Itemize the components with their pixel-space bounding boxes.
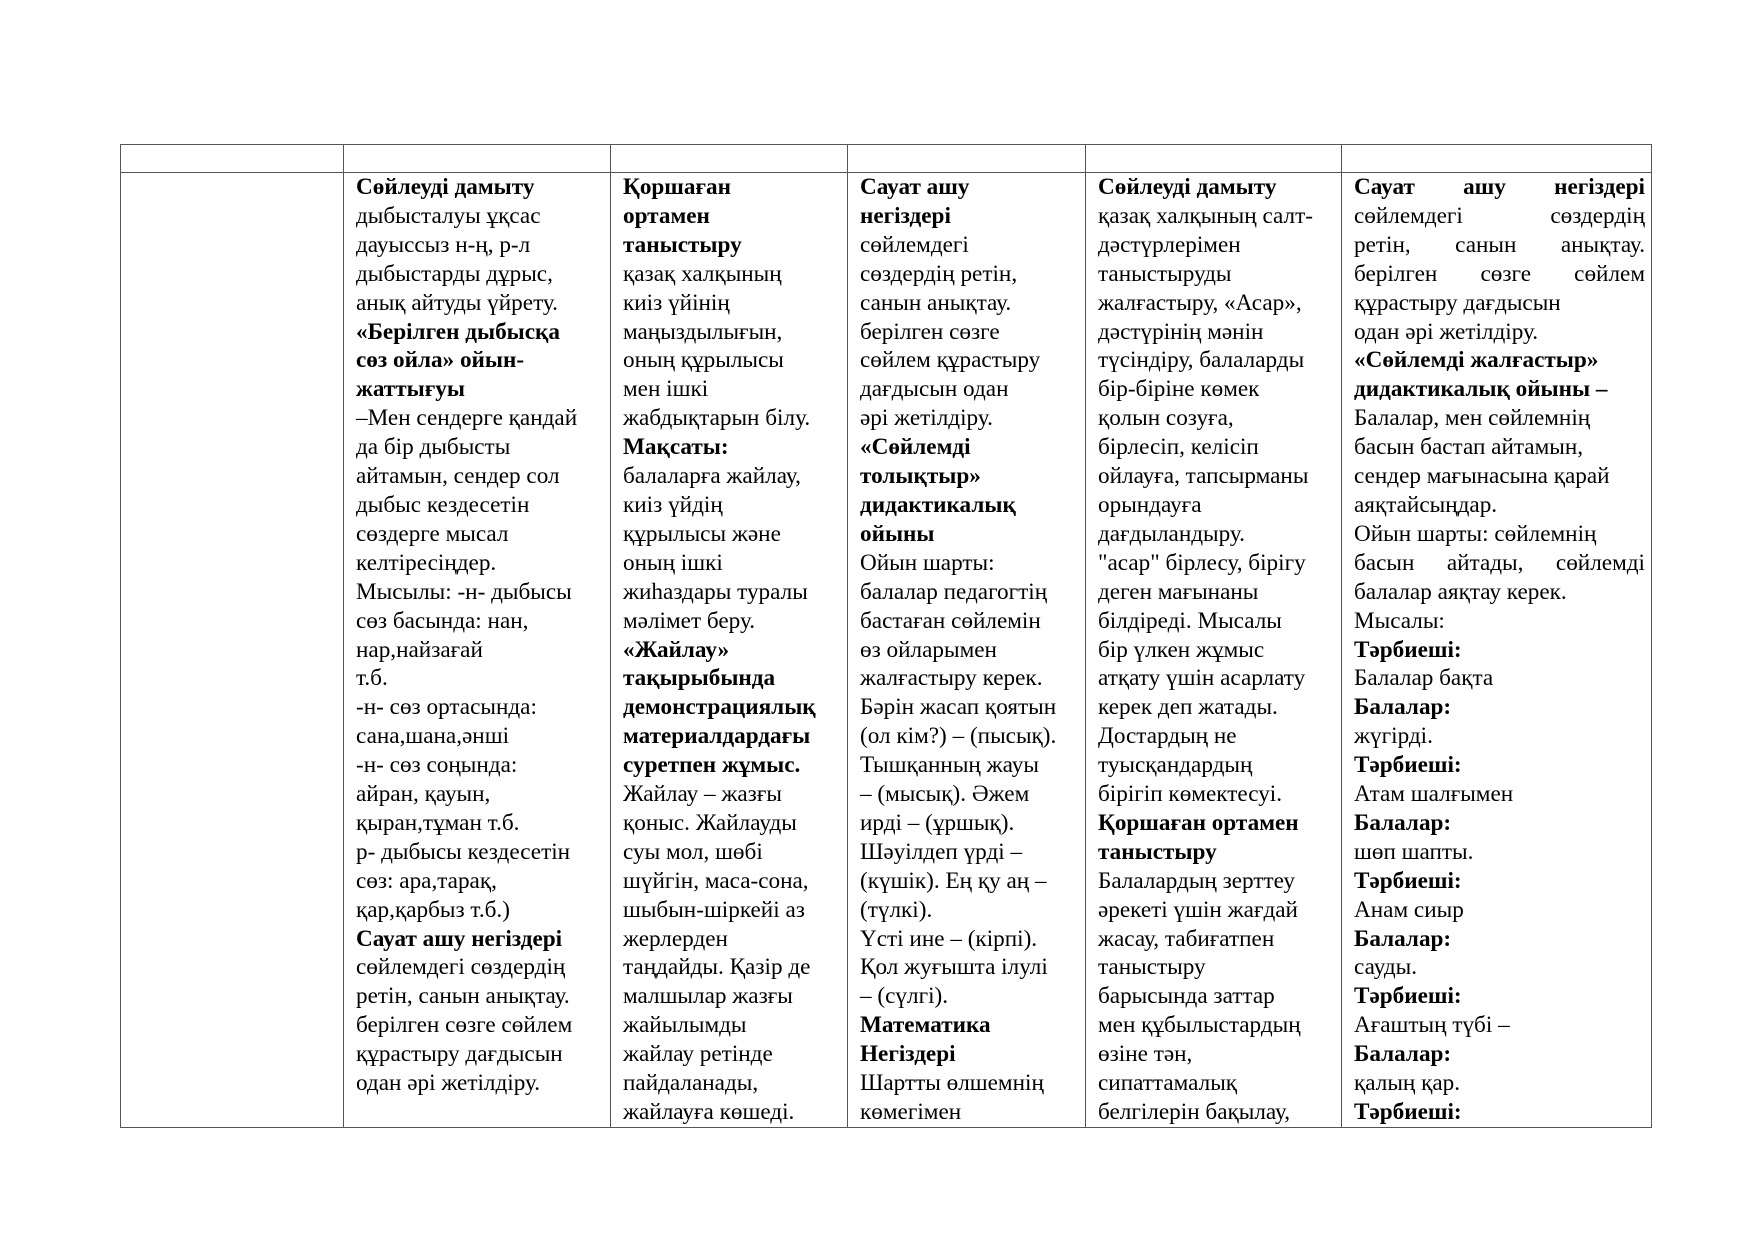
cell-text-line: Қоршаған [623, 174, 731, 200]
cell-text-line: жиһаздары туралы [623, 578, 808, 605]
cell-text-line: одан әрі жетілдіру. [356, 1070, 541, 1097]
cell-text-line: Балалар: [1354, 694, 1452, 721]
cell-text-line: басын айтады, сөйлемді [1354, 549, 1645, 576]
cell-text-line: демонстрациялық [623, 694, 816, 721]
cell-text-line: дағдыландыру. [1098, 520, 1245, 547]
cell-text-line: –Мен сендерге қандай [356, 405, 578, 432]
cell-text-line: "асар" бірлесу, бірігу [1098, 549, 1306, 576]
cell-text-line: ойыны [860, 520, 935, 547]
cell-text-line: Балалардың зерттеу [1098, 867, 1295, 894]
cell-text-line: дидактикалық ойыны – [1354, 376, 1608, 403]
cell-text-line: Тәрбиеші: [1354, 752, 1462, 779]
cell-text-line: таныстыру [1098, 954, 1206, 981]
cell-text-line: – (сүлгі). [860, 983, 949, 1010]
cell-text-line: Тәрбиеші: [1354, 1099, 1462, 1125]
cell-text-line: Математика [860, 1012, 991, 1039]
cell-text-line: – (мысық). Әжем [860, 781, 1030, 808]
cell-text-line: да бір дыбысты [356, 434, 511, 461]
cell-text-line: жүгірді. [1354, 723, 1433, 750]
cell-text-line: сөз басында: нан, [356, 607, 529, 634]
cell-text-line: сана,шана,әнші [356, 723, 510, 750]
cell-text-line: Жайлау – жазғы [623, 781, 782, 808]
cell-text-line: айран, қауын, [356, 781, 491, 808]
cell-text-line: бір-біріне көмек [1098, 376, 1260, 403]
cell-text-line: дыбыс кездесетін [356, 491, 530, 518]
cell-text-line: «Жайлау» [623, 636, 730, 663]
cell-text-line: құрылысы және [623, 520, 781, 547]
cell-text-line: киіз үйдің [623, 491, 723, 518]
cell-text-line: -н- сөз ортасында: [356, 694, 537, 721]
cell-text-line: түсіндіру, балаларды [1098, 347, 1305, 374]
cell-text-line: ортамен [623, 202, 710, 229]
column-day-label [121, 173, 344, 1128]
cell-text-line: қазақ халқының [623, 260, 782, 287]
cell-text-line: жайлау ретінде [623, 1041, 773, 1068]
cell-text-line: мен ішкі [623, 376, 709, 403]
cell-text-line: дидактикалық [860, 491, 1016, 518]
cell-text-line: мен құбылыстардың [1098, 1012, 1301, 1039]
cell-text-line: дыбысталуы ұқсас [356, 202, 541, 229]
cell-text-line: одан әрі жетілдіру. [1354, 318, 1539, 345]
cell-text-line: дағдысын одан [860, 376, 1009, 403]
cell-text-line: шыбын-шіркейі аз [623, 896, 805, 923]
cell-text-line: Сауат ашу негіздері [1354, 174, 1645, 200]
cell-text-line: құрастыру дағдысын [1354, 289, 1561, 316]
cell-text-line: суретпен жұмыс. [623, 752, 801, 779]
cell-text-line: берілген сөзге сөйлем [1354, 260, 1645, 287]
cell-text-line: бір үлкен жұмыс [1098, 636, 1265, 663]
cell-text-line: оның құрылысы [623, 347, 784, 374]
column-literacy-game [1342, 173, 1652, 1128]
cell-text-line: дәстүрлерімен [1098, 231, 1241, 258]
cell-text-line: киіз үйінің [623, 289, 730, 316]
cell-text-line: атқату үшін асарлату [1098, 665, 1306, 692]
cell-text-line: Мысылы: -н- дыбысы [356, 578, 572, 605]
cell-text-line: таныстыруды [1098, 260, 1232, 287]
cell-text-line: берілген сөзге [860, 318, 1000, 345]
cell-text-line: Балалар, мен сөйлемнің [1354, 405, 1591, 432]
cell-text-line: суы мол, шөбі [623, 838, 763, 865]
cell-text-line: жасау, табиғатпен [1098, 925, 1275, 952]
cell-text-line: деген мағынаны [1098, 578, 1259, 605]
header-cell [848, 145, 1086, 173]
plan-table [120, 144, 1652, 1128]
cell-text-line: ирді – (ұршық). [860, 809, 1015, 836]
column-literacy [848, 173, 1086, 1128]
cell-text-line: Тәрбиеші: [1354, 867, 1462, 894]
cell-text-line: Бәрін жасап қоятын [860, 694, 1057, 721]
cell-text-line: жайлауға көшеді. [623, 1099, 795, 1125]
cell-text-line: мәлімет беру. [623, 607, 756, 634]
cell-text-line: дыбыстарды дұрыс, [356, 260, 553, 287]
cell-text-line: берілген сөзге сөйлем [356, 1012, 573, 1039]
cell-text-line: Балалар: [1354, 1041, 1452, 1068]
cell-text-line: ретін, санын анықтау. [356, 983, 570, 1010]
cell-text-line: материалдардағы [623, 723, 811, 750]
cell-text-line: т.б. [356, 665, 388, 692]
cell-text-line: Қоршаған ортамен [1098, 809, 1299, 836]
cell-text-line: келтіресіңдер. [356, 549, 497, 576]
cell-text-line: таныстыру [1098, 838, 1217, 865]
cell-text-line: пайдаланады, [623, 1070, 759, 1097]
cell-text-line: «Сөйлемді [860, 434, 971, 461]
cell-text-line: Сөйлеуді дамыту [356, 174, 535, 200]
cell-text-line: сөз ойла» ойын- [356, 347, 525, 374]
cell-text-line: сөз: ара,тарақ, [356, 867, 497, 894]
cell-text-line: Қол жуғышта ілулі [860, 954, 1048, 981]
cell-text-line: шөп шапты. [1354, 838, 1474, 865]
cell-text-line: барысында заттар [1098, 983, 1275, 1010]
cell-text-line: бірлесіп, келісіп [1098, 434, 1259, 461]
cell-text-line: әрі жетілдіру. [860, 405, 993, 432]
cell-text-line: ойлауға, тапсырманы [1098, 463, 1309, 490]
cell-text-line: қыран,тұман т.б. [356, 809, 520, 836]
cell-text-line: Анам сиыр [1354, 896, 1464, 923]
cell-text-line: Сауат ашу негіздері [356, 925, 563, 952]
cell-text-line: Мысалы: [1354, 607, 1445, 634]
cell-text-line: туысқандардың [1098, 752, 1253, 779]
cell-text-line: қолын созуға, [1098, 405, 1234, 432]
cell-text-line: өзіне тән, [1098, 1041, 1193, 1068]
cell-text-line: қоныс. Жайлауды [623, 809, 797, 836]
cell-text-line: толықтыр» [860, 463, 981, 490]
cell-text-line: Балалар: [1354, 925, 1452, 952]
cell-text-line: балаларға жайлау, [623, 463, 801, 490]
header-cell [611, 145, 848, 173]
cell-text-line: жалғастыру керек. [860, 665, 1043, 692]
cell-text-line: басын бастап айтамын, [1354, 434, 1584, 461]
cell-text-line: «Берілген дыбысқа [356, 318, 561, 345]
cell-text-line: негіздері [860, 202, 951, 229]
cell-text-line: Тышқанның жауы [860, 752, 1039, 779]
cell-text-line: Атам шалғымен [1354, 781, 1514, 808]
cell-text-line: жабдықтарын білу. [623, 405, 811, 432]
cell-text-line: тақырыбында [623, 665, 776, 692]
cell-text-line: нар,найзағай [356, 636, 483, 663]
cell-text-line: таныстыру [623, 231, 742, 258]
cell-text-line: санын анықтау. [860, 289, 1012, 316]
cell-text-line: Тәрбиеші: [1354, 983, 1462, 1010]
cell-text-line: (ол кім?) – (пысық). [860, 723, 1057, 750]
table-row [121, 173, 1652, 1128]
cell-text-line: сөздерге мысал [356, 520, 509, 547]
cell-text-line: Балалар бақта [1354, 665, 1494, 692]
cell-text-line: балалар аяқтау керек. [1354, 578, 1567, 605]
header-cell [344, 145, 611, 173]
cell-text-line: (күшік). Ең қу аң – [860, 867, 1047, 894]
cell-text-line: жайылымды [623, 1012, 747, 1039]
column-environment [611, 173, 848, 1128]
cell-text-line: Негіздері [860, 1041, 956, 1068]
cell-text-line: Сауат ашу [860, 174, 970, 200]
header-cell [1342, 145, 1652, 173]
cell-text-line: Тәрбиеші: [1354, 636, 1462, 663]
cell-text-line: Сөйлеуді дамыту [1098, 174, 1277, 200]
cell-text-line: Ойын шарты: [860, 549, 995, 576]
cell-text-line: сендер мағынасына қарай [1354, 463, 1610, 490]
cell-text-line: Үсті ине – (кірпі). [860, 925, 1038, 952]
cell-text-line: «Сөйлемді жалғастыр» [1354, 347, 1599, 374]
cell-text-line: маңыздылығын, [623, 318, 783, 345]
cell-text-line: ретін, санын анықтау. [1354, 231, 1645, 258]
cell-text-line: сөйлемдегі сөздердің [356, 954, 566, 981]
cell-text-line: сөйлем құрастыру [860, 347, 1041, 374]
cell-text-line: жерлерден [623, 925, 728, 952]
cell-text-line: керек деп жатады. [1098, 694, 1278, 721]
cell-text-line: бастаған сөйлемін [860, 607, 1041, 634]
cell-text-line: Балалар: [1354, 809, 1452, 836]
cell-text-line: шүйгін, маса-сона, [623, 867, 809, 894]
cell-text-line: сөйлемдегі [860, 231, 969, 258]
cell-text-line: орындауға [1098, 491, 1202, 518]
cell-text-line: сауды. [1354, 954, 1417, 981]
cell-text-line: белгілерін бақылау, [1098, 1099, 1291, 1125]
cell-text-line: Ойын шарты: сөйлемнің [1354, 520, 1597, 547]
cell-text-line: таңдайды. Қазір де [623, 954, 811, 981]
cell-text-line: сипаттамалық [1098, 1070, 1238, 1097]
column-speech-development [344, 173, 611, 1128]
cell-text-line: дәстүрінің мәнін [1098, 318, 1264, 345]
cell-text-line: Ағаштың түбі – [1354, 1012, 1510, 1039]
cell-text-line: құрастыру дағдысын [356, 1041, 563, 1068]
cell-text-line: Мақсаты: [623, 434, 729, 461]
cell-text-line: (түлкі). [860, 896, 933, 923]
cell-text-line: өз ойларымен [860, 636, 997, 663]
cell-text-line: жаттығуы [356, 376, 465, 403]
header-cell [1086, 145, 1342, 173]
cell-text-line: қар,қарбыз т.б.) [356, 896, 510, 923]
column-speech-traditions [1086, 173, 1342, 1128]
cell-text-line: сөздердің ретін, [860, 260, 1018, 287]
cell-text-line: білдіреді. Мысалы [1098, 607, 1282, 634]
cell-text-line: -н- сөз соңында: [356, 752, 518, 779]
cell-text-line: балалар педагогтің [860, 578, 1048, 605]
cell-text-line: Шартты өлшемнің [860, 1070, 1044, 1097]
cell-text-line: анық айтуды үйрету. [356, 289, 558, 316]
cell-text-line: р- дыбысы кездесетін [356, 838, 571, 865]
cell-text-line: Шәуілдеп үрді – [860, 838, 1023, 865]
cell-text-line: Достардың не [1098, 723, 1237, 750]
header-cell [121, 145, 344, 173]
cell-text-line: сөйлемдегі сөздердің [1354, 202, 1645, 229]
cell-text-line: қалың қар. [1354, 1070, 1461, 1097]
cell-text-line: айтамын, сендер сол [356, 463, 560, 490]
cell-text-line: малшылар жазғы [623, 983, 793, 1010]
cell-text-line: оның ішкі [623, 549, 723, 576]
table-header-row [121, 145, 1652, 173]
cell-text-line: дауыссыз н-ң, р-л [356, 231, 531, 258]
cell-text-line: қазақ халқының салт- [1098, 202, 1313, 229]
cell-text-line: аяқтайсыңдар. [1354, 491, 1498, 518]
cell-text-line: әрекеті үшін жағдай [1098, 896, 1298, 923]
cell-text-line: көмегімен [860, 1099, 962, 1125]
cell-text-line: бірігіп көмектесуі. [1098, 781, 1283, 808]
cell-text-line: жалғастыру, «Асар», [1098, 289, 1302, 316]
